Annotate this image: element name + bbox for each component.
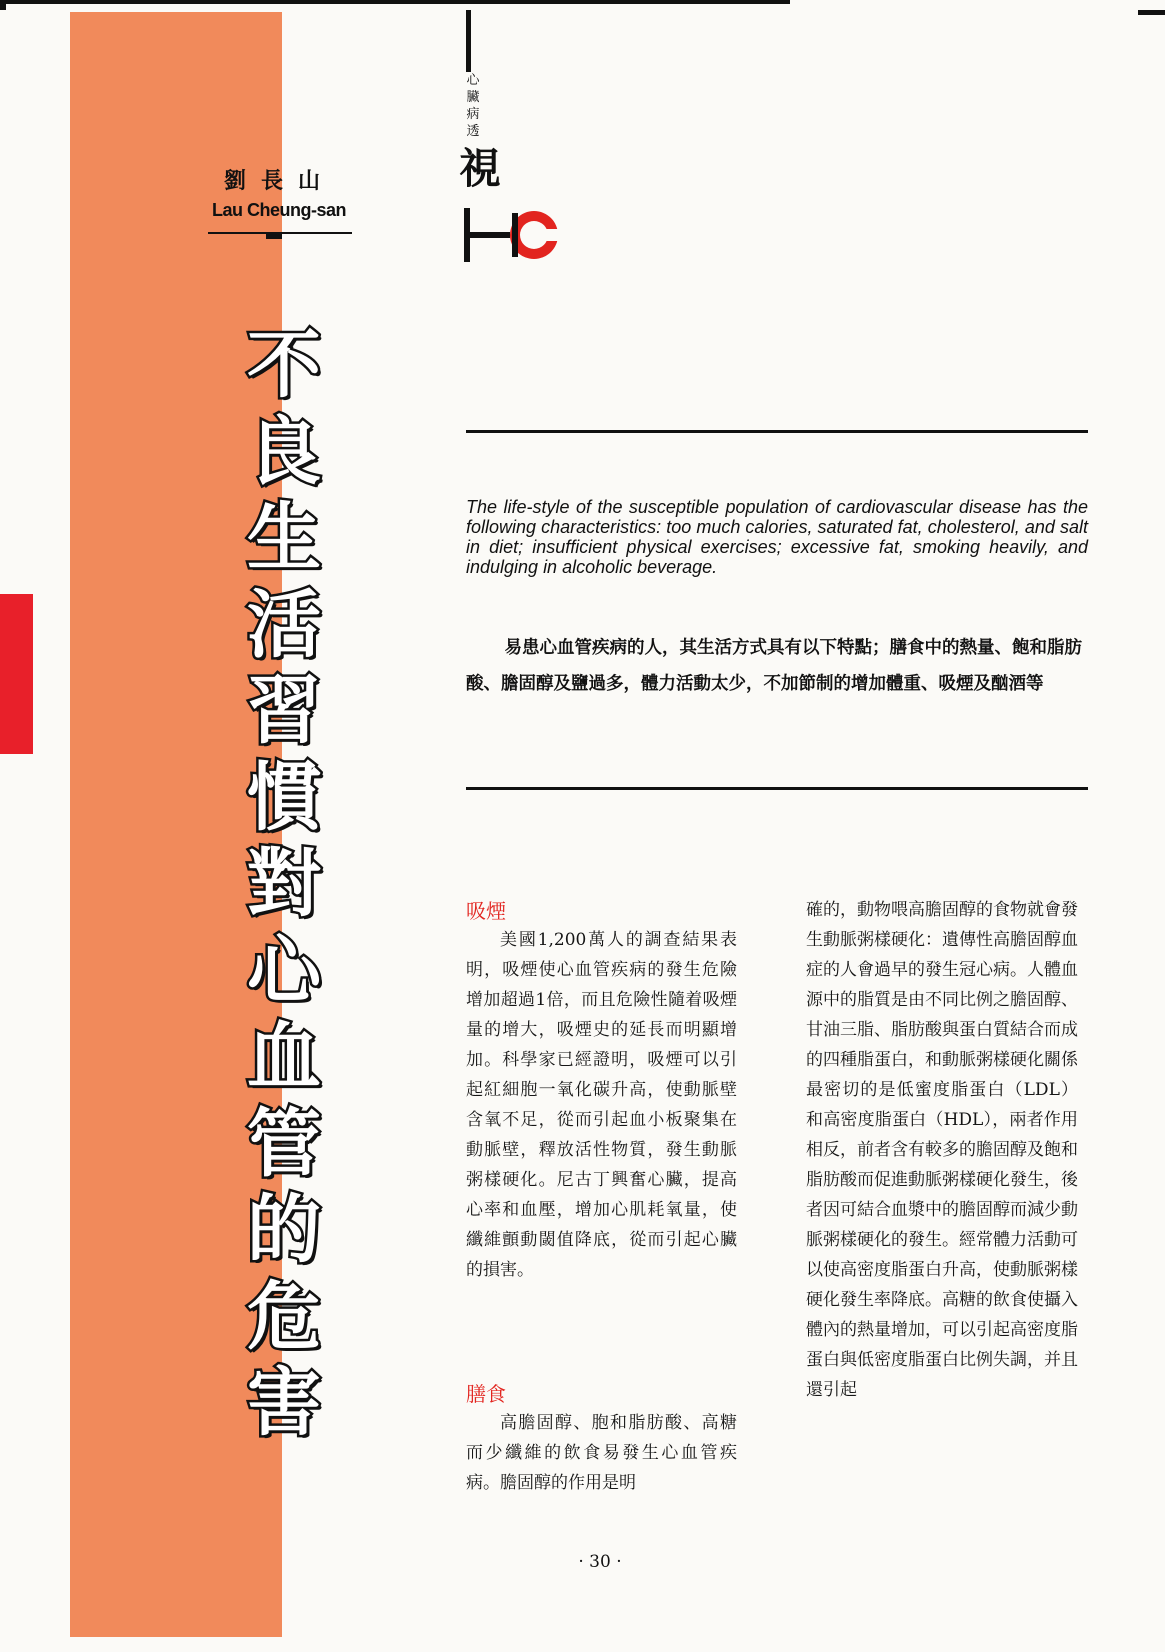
title-char: 不 <box>247 322 321 408</box>
title-char: 危 <box>247 1273 321 1360</box>
title-char: 活 <box>247 581 321 668</box>
title-char: 心 <box>247 927 321 1014</box>
title-char: 慣 <box>247 754 321 841</box>
column-logo-bar <box>466 10 471 72</box>
red-side-tab <box>0 594 33 754</box>
title-char: 習 <box>247 668 321 754</box>
abstract-chinese: 易患心血管疾病的人，其生活方式具有以下特點；膳食中的熱量、飽和脂肪酸、膽固醇及鹽過多，體力活動太少，不加節制的增加體重、吸煙及酗酒等 <box>466 638 1082 694</box>
corner-mark-right <box>1138 10 1165 15</box>
author-name-english: Lau Cheung-san <box>212 200 347 220</box>
title-char: 對 <box>247 841 321 927</box>
title-char: 血 <box>247 1014 321 1100</box>
abstract-english: The life-style of the susceptible population of cardiovascular disease has the following characteristics: too much calories, saturated fat, cholesterol, and salt in diet; insufficient physical exercises; excessive fat, smoking heavily, and indulging in alcoholic beverage. <box>466 497 1088 577</box>
section-heading-smoking: 吸煙 <box>466 899 506 923</box>
title-char: 的 <box>247 1187 321 1273</box>
page-number: · 30 · <box>578 1552 622 1572</box>
title-char: 害 <box>247 1360 321 1446</box>
article-title <box>234 322 334 1447</box>
section-body-smoking: 美國1,200萬人的調查結果表明，吸煙使心血管疾病的發生危險增加超過1倍，而且危險性隨着吸煙量的增大，吸煙史的延長而明顯增加。科學家已經證明，吸煙可以引起紅細胞一氧化碳升高，使動脈壁含氧不足，從而引起血小板聚集在動脈壁，釋放活性物質，發生動脈粥樣硬化。尼古丁興奮心臟，提高心率和血壓，增加心肌耗氧量，使纖維顫動閾值降底，從而引起心臟的損害。 <box>466 930 737 1280</box>
section-body-diet: 高膽固醇、胞和脂肪酸、高糖而少纖維的飲食易發生心血管疾病。膽固醇的作用是明 <box>466 1413 737 1493</box>
title-char: 管 <box>247 1100 321 1187</box>
author-name-chinese: 劉長山 <box>224 169 336 194</box>
column-label-big: 視 <box>459 144 502 193</box>
author-underline-tab <box>266 233 282 239</box>
abstract-rule-bottom <box>466 787 1088 790</box>
section-heading-diet: 膳食 <box>466 1382 506 1406</box>
hc-logo-icon <box>462 208 582 268</box>
title-char: 良 <box>247 408 321 495</box>
title-char: 生 <box>247 495 321 581</box>
right-column-body: 確的，動物喂高膽固醇的食物就會發生動脈粥樣硬化：遺傳性高膽固醇血症的人會過早的發生冠心病。人體血源中的脂質是由不同比例之膽固醇、甘油三脂、脂肪酸與蛋白質結合而成的四種脂蛋白，和動脈粥樣硬化關係最密切的是低蜜度脂蛋白（LDL）和高密度脂蛋白（HDL），兩者作用相反，前者含有較多的膽固醇及飽和脂肪酸而促進動脈粥樣硬化發生，後者因可結合血漿中的膽固醇而減少動脈粥樣硬化的發生。經常體力活動可以使高密度脂蛋白升高，使動脈粥樣硬化發生率降底。高糖的飲食使攝入體內的熱量增加，可以引起高密度脂蛋白與低密度脂蛋白比例失調，并且還引起 <box>806 900 1078 1400</box>
top-border-line <box>0 0 790 4</box>
corner-mark <box>0 0 6 10</box>
column-label: 心臟病透 <box>466 73 480 139</box>
abstract-rule-top <box>466 430 1088 433</box>
